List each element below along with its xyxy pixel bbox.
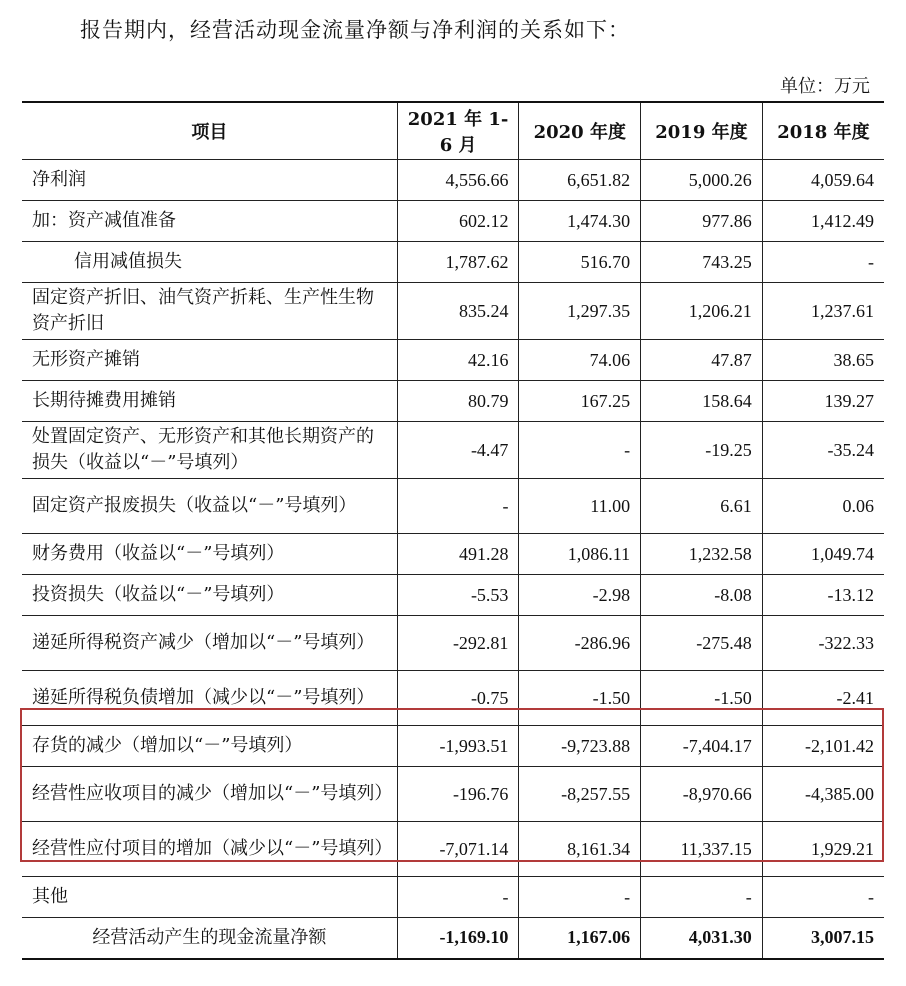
header-2021h1: 2021 年 1-6 月 [397, 102, 519, 160]
row-item-label: 投资损失（收益以“－”号填列） [22, 575, 397, 616]
row-value-cell: 1,297.35 [519, 283, 641, 340]
table-row [22, 201, 884, 242]
header-2019: 2019 年度 [641, 102, 763, 160]
row-value-cell: 743.25 [641, 242, 763, 283]
table-row [22, 242, 884, 283]
table-row [22, 918, 884, 959]
unit-label: 单位：万元 [780, 76, 870, 97]
table-row [22, 381, 884, 422]
row-value-cell: - [519, 877, 641, 918]
header-item: 项目 [22, 102, 397, 160]
row-value-cell: 47.87 [641, 340, 763, 381]
row-value-cell: 38.65 [762, 340, 884, 381]
row-item-label: 固定资产报废损失（收益以“－”号填列） [22, 479, 397, 534]
row-item-label: 长期待摊费用摊销 [22, 381, 397, 422]
row-value-cell: -9,723.88 [519, 726, 641, 767]
row-value-cell: 1,049.74 [762, 534, 884, 575]
row-value-cell: 835.24 [397, 283, 519, 340]
row-value-cell: - [762, 877, 884, 918]
row-value-cell: -4.47 [397, 422, 519, 479]
cashflow-reconciliation-table [22, 101, 884, 960]
table-row [22, 671, 884, 726]
row-item-label: 信用减值损失 [22, 242, 397, 283]
table-row [22, 726, 884, 767]
row-value-cell: -1.50 [641, 671, 763, 726]
row-item-label: 财务费用（收益以“－”号填列） [22, 534, 397, 575]
row-value-cell: - [641, 877, 763, 918]
table-row [22, 422, 884, 479]
row-value-cell: -13.12 [762, 575, 884, 616]
row-item-label: 经营活动产生的现金流量净额 [22, 918, 397, 959]
row-value-cell: 1,232.58 [641, 534, 763, 575]
row-value-cell: 80.79 [397, 381, 519, 422]
row-item-label: 存货的减少（增加以“－”号填列） [22, 726, 397, 767]
table-row [22, 283, 884, 340]
header-2020: 2020 年度 [519, 102, 641, 160]
row-value-cell: 6,651.82 [519, 160, 641, 201]
row-value-cell: -8.08 [641, 575, 763, 616]
row-value-cell: 4,556.66 [397, 160, 519, 201]
row-value-cell: -35.24 [762, 422, 884, 479]
row-value-cell: 1,787.62 [397, 242, 519, 283]
row-value-cell: 8,161.34 [519, 822, 641, 877]
row-value-cell: 11.00 [519, 479, 641, 534]
row-item-label: 经营性应收项目的减少（增加以“－”号填列） [22, 767, 397, 822]
row-value-cell: 1,474.30 [519, 201, 641, 242]
row-value-cell: 4,031.30 [641, 918, 763, 959]
row-value-cell: -1,993.51 [397, 726, 519, 767]
table-row [22, 340, 884, 381]
table-row [22, 575, 884, 616]
row-value-cell: 0.06 [762, 479, 884, 534]
row-value-cell: 1,412.49 [762, 201, 884, 242]
row-value-cell: 1,206.21 [641, 283, 763, 340]
row-value-cell: 6.61 [641, 479, 763, 534]
row-value-cell: - [397, 877, 519, 918]
row-value-cell: -292.81 [397, 616, 519, 671]
row-item-label: 无形资产摊销 [22, 340, 397, 381]
row-value-cell: 516.70 [519, 242, 641, 283]
row-value-cell: 4,059.64 [762, 160, 884, 201]
row-value-cell: 11,337.15 [641, 822, 763, 877]
table-header-row [22, 102, 884, 160]
row-value-cell: -2.98 [519, 575, 641, 616]
table-row [22, 479, 884, 534]
row-item-label: 经营性应付项目的增加（减少以“－”号填列） [22, 822, 397, 877]
row-value-cell: 1,929.21 [762, 822, 884, 877]
row-value-cell: 167.25 [519, 381, 641, 422]
row-item-label: 净利润 [22, 160, 397, 201]
header-2018: 2018 年度 [762, 102, 884, 160]
row-value-cell: -19.25 [641, 422, 763, 479]
row-value-cell: 42.16 [397, 340, 519, 381]
row-item-label: 处置固定资产、无形资产和其他长期资产的损失（收益以“－”号填列） [22, 422, 397, 479]
row-value-cell: -275.48 [641, 616, 763, 671]
row-item-label: 其他 [22, 877, 397, 918]
row-value-cell: 1,237.61 [762, 283, 884, 340]
row-item-label: 加：资产减值准备 [22, 201, 397, 242]
row-item-label: 递延所得税资产减少（增加以“－”号填列） [22, 616, 397, 671]
table-row [22, 877, 884, 918]
table-row [22, 822, 884, 877]
row-value-cell: - [519, 422, 641, 479]
row-value-cell: 602.12 [397, 201, 519, 242]
row-value-cell: 491.28 [397, 534, 519, 575]
row-item-label: 固定资产折旧、油气资产折耗、生产性生物资产折旧 [22, 283, 397, 340]
row-value-cell: 158.64 [641, 381, 763, 422]
row-value-cell: 977.86 [641, 201, 763, 242]
row-value-cell: -286.96 [519, 616, 641, 671]
row-value-cell: -2,101.42 [762, 726, 884, 767]
row-value-cell: -1.50 [519, 671, 641, 726]
row-value-cell: -0.75 [397, 671, 519, 726]
row-value-cell: -7,071.14 [397, 822, 519, 877]
row-value-cell: 74.06 [519, 340, 641, 381]
row-value-cell: 1,086.11 [519, 534, 641, 575]
row-value-cell: -1,169.10 [397, 918, 519, 959]
table-row [22, 534, 884, 575]
table-row [22, 160, 884, 201]
row-value-cell: - [762, 242, 884, 283]
row-value-cell: -8,257.55 [519, 767, 641, 822]
row-value-cell: -5.53 [397, 575, 519, 616]
row-value-cell: -196.76 [397, 767, 519, 822]
intro-text: 报告期内，经营活动现金流量净额与净利润的关系如下： [80, 18, 630, 42]
row-value-cell: -322.33 [762, 616, 884, 671]
row-value-cell: - [397, 479, 519, 534]
table-row [22, 616, 884, 671]
row-value-cell: -2.41 [762, 671, 884, 726]
table-row [22, 767, 884, 822]
row-item-label: 递延所得税负债增加（减少以“－”号填列） [22, 671, 397, 726]
row-value-cell: 5,000.26 [641, 160, 763, 201]
row-value-cell: 3,007.15 [762, 918, 884, 959]
row-value-cell: -7,404.17 [641, 726, 763, 767]
row-value-cell: -8,970.66 [641, 767, 763, 822]
row-value-cell: -4,385.00 [762, 767, 884, 822]
row-value-cell: 139.27 [762, 381, 884, 422]
row-value-cell: 1,167.06 [519, 918, 641, 959]
